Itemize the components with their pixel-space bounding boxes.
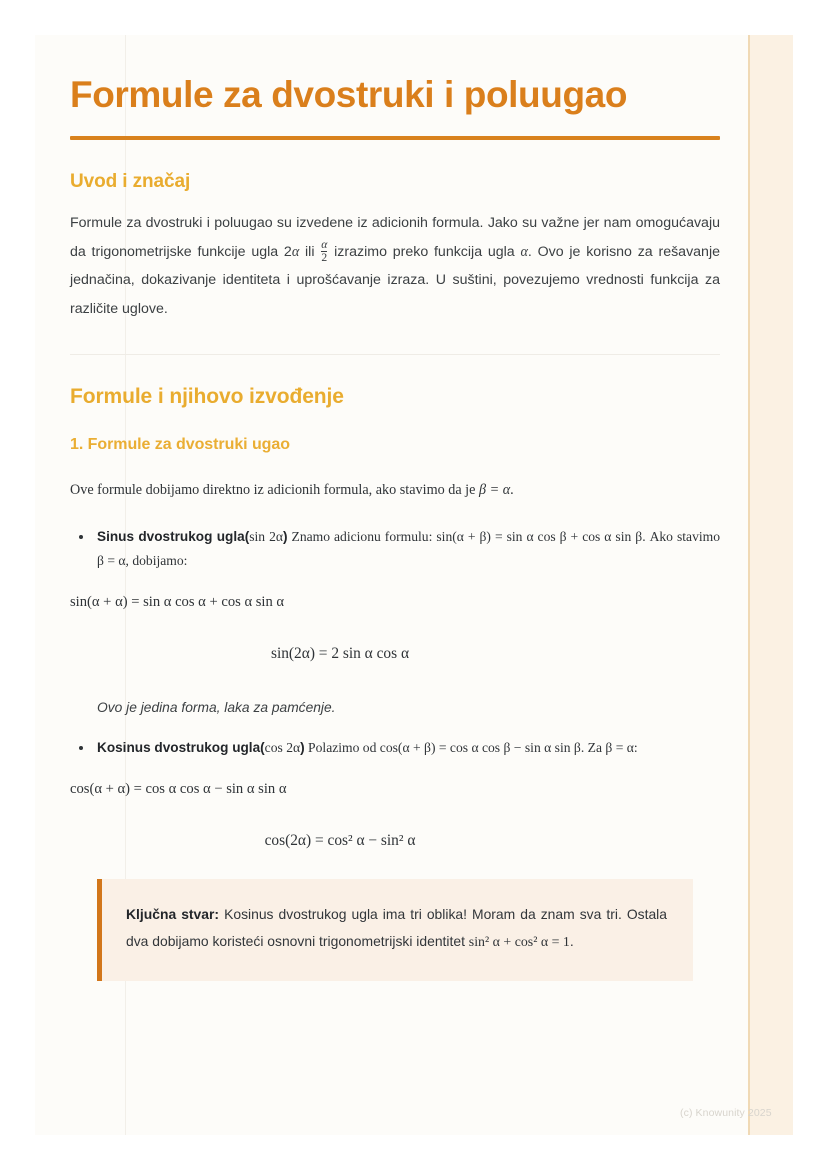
equation-sin-step: sin(α + α) = sin α cos α + cos α sin α [70,594,285,611]
title-underline-rule [70,136,720,140]
fraction-numerator: α [321,237,328,251]
intro-text-part1: Formule za dvostruki i poluugao su izvedene iz adicionih formula. Jako su važne jer nam omogućavaju da trigonometrijske funkcije ugla 2 [70,214,720,260]
bullet-paren-math-kosinus: cos 2α [264,740,301,756]
bullet-math1-sinus: sin(α + β) = sin α cos β + cos α sin β [436,528,643,544]
intro-alpha-2: α [520,243,528,260]
bullet-math1-kosinus: cos(α + β) = cos α cos β − sin α sin β [379,740,581,756]
bullet-math2-sinus: β = α [97,552,126,568]
intro-paragraph [70,209,720,323]
section-heading-intro: Uvod i značaj [70,170,191,192]
callout-text2: . [569,933,574,950]
intro-text-part3: izrazimo preko funkcija ugla [328,243,521,260]
list-item [70,525,720,573]
formula-list-cosine [70,736,720,760]
bullet-text1-kosinus: Polazimo od [304,740,380,756]
section-divider [70,354,720,355]
intro-alpha-1: α [291,243,300,260]
bullet-lead-sinus: Sinus dvostrukog ugla [97,528,245,544]
derivation-intro-period: . [510,482,514,499]
key-point-callout [97,879,693,980]
callout-math-identity: sin² α + cos² α = 1 [468,935,570,951]
equation-cos-step: cos(α + α) = cos α cos α − sin α sin α [70,781,287,798]
equation-sin-result: sin(2α) = 2 sin α cos α [270,645,410,663]
page-edge-line [748,35,750,1135]
paren-close-sinus: ) [283,528,288,544]
section-heading-derivation: Formule i njihovo izvođenje [70,385,344,409]
paren-close-kosinus: ) [300,740,305,756]
formula-list [70,525,720,573]
fraction-denominator: 2 [321,250,328,264]
page-edge-strip [748,35,793,1135]
document-content [70,35,720,981]
equation-cos-result: cos(2α) = cos² α − sin² α [264,832,416,850]
note-sinus-form: Ovo je jedina forma, laka za pamćenje. [97,700,336,716]
paren-open-sinus: ( [244,528,250,544]
derivation-intro-text: Ove formule dobijamo direktno iz adicionih formula, ako stavimo da je [70,482,479,499]
intro-text-part4: . Ovo je korisno za rešavanje jednačina, dokazivanje identiteta i uprošćavanje izraza. U suštini, povezujemo vrednosti funkcija za različite uglove. [70,243,720,317]
callout-paragraph [126,901,667,956]
bullet-text1-sinus: Znamo adicionu formulu: [287,528,437,544]
document-page [35,35,793,1135]
subsection-heading-double-angle: 1. Formule za dvostruki ugao [70,436,290,454]
callout-lead-label: Ključna stvar: [126,906,220,923]
bullet-math2-kosinus: β = α [605,740,634,756]
callout-text1: Kosinus dvostrukog ugla ima tri oblika! Moram da znam sva tri. Ostala dva dobijamo koristeći osnovni trigonometrijski identitet [126,906,667,950]
bullet-text2-sinus: . Ako stavimo [642,528,721,544]
derivation-intro-math: β = α [478,482,511,499]
bullet-paren-math-sinus: sin 2α [249,528,284,544]
bullet-text3-kosinus: : [633,740,638,756]
bullet-text3-sinus: , dobijamo: [125,552,188,568]
bullet-lead-kosinus: Kosinus dvostrukog ugla [97,740,261,756]
page-title: Formule za dvostruki i poluugao [70,74,628,115]
paren-open-kosinus: ( [260,740,265,756]
bullet-text2-kosinus: . Za [580,740,606,756]
intro-text-part2: ili [299,243,321,260]
list-item [70,736,720,760]
copyright-watermark: (c) Knowunity 2025 [680,1107,772,1119]
derivation-intro-paragraph [70,478,720,504]
